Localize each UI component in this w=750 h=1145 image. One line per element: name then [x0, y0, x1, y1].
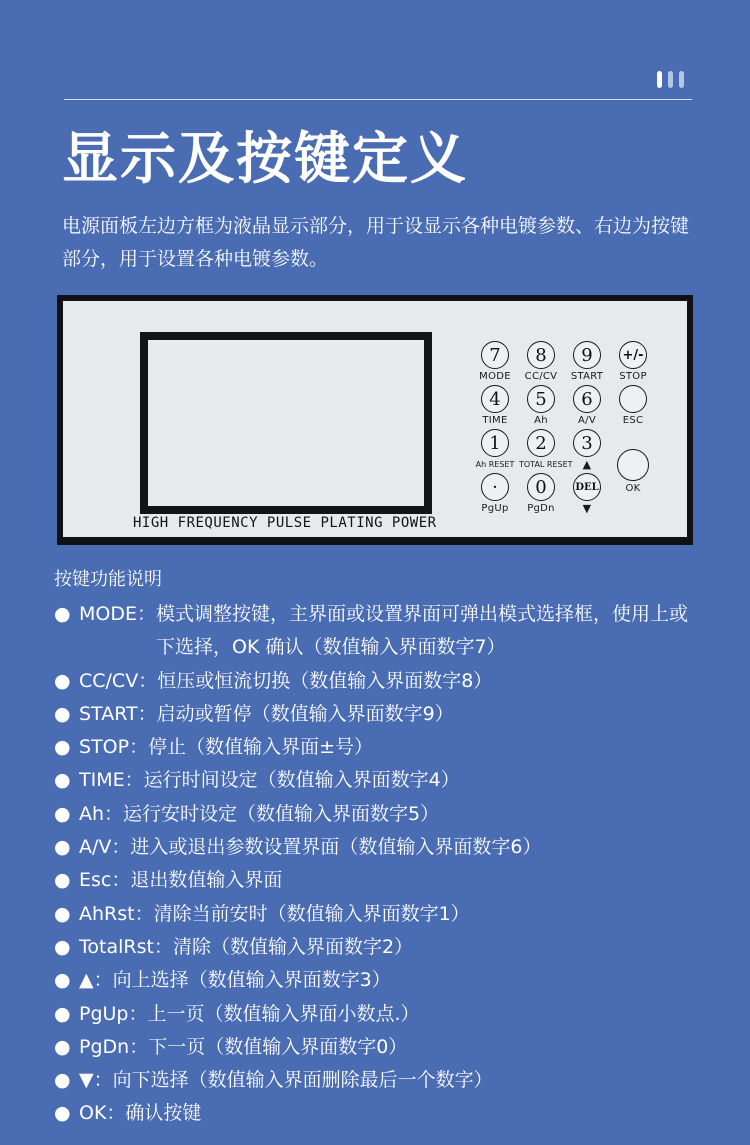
list-item — [54, 898, 704, 931]
bullet-icon: ● — [54, 736, 71, 759]
page-indicator-dot — [679, 71, 684, 88]
key-plus-minus-stop[interactable] — [611, 341, 655, 385]
page-indicator-dot — [657, 71, 662, 88]
list-item — [54, 831, 704, 864]
function-key-name: PgDn： — [79, 1035, 149, 1058]
function-description: 启动或暂停（数值输入界面数字9） — [156, 702, 454, 725]
bullet-icon: ● — [54, 1035, 71, 1058]
function-key-name: ▼： — [79, 1069, 113, 1092]
bullet-icon: ● — [54, 1102, 71, 1125]
bullet-icon: ● — [54, 702, 71, 725]
lcd-screen — [148, 340, 424, 506]
key-dot-symbol: · — [481, 473, 509, 501]
down-arrow-icon: ▼ — [582, 502, 592, 515]
function-description: 模式调整按键，主界面或设置界面可弹出模式选择框，使用上或下选择，OK 确认（数值输入界面数字7） — [155, 603, 688, 659]
intro-text: 电源面板左边方框为液晶显示部分，用于设显示各种电镀参数、右边为按键部分，用于设置各种电镀参数。 — [62, 215, 690, 270]
function-key-name: MODE： — [79, 603, 156, 625]
list-item — [54, 698, 704, 731]
function-description: 向上选择（数值输入界面数字3） — [112, 969, 391, 992]
key-5-symbol: 5 — [527, 385, 555, 413]
function-description: 向下选择（数值输入界面删除最后一个数字） — [112, 1069, 493, 1092]
key-esc[interactable] — [611, 385, 655, 429]
key-8-label: CC/CV — [524, 371, 558, 382]
key-0-label: PgDn — [527, 503, 555, 514]
list-item — [54, 731, 704, 764]
panel-face — [63, 301, 687, 537]
key-plus-minus-label: STOP — [619, 371, 647, 382]
bullet-icon: ● — [54, 935, 71, 958]
key-ok-label: OK — [625, 483, 641, 494]
bullet-icon: ● — [54, 1002, 71, 1025]
key-ok[interactable] — [611, 449, 655, 493]
key-7-label: MODE — [479, 371, 511, 382]
functions-heading: 按键功能说明 — [54, 569, 162, 590]
key-2-label: TOTAL RESET — [519, 460, 573, 469]
key-2-symbol: 2 — [527, 429, 555, 457]
function-description: 运行时间设定（数值输入界面数字4） — [143, 769, 460, 792]
key-esc-symbol — [619, 385, 647, 413]
key-5-ah[interactable] — [519, 385, 563, 429]
function-description: 进入或退出参数设置界面（数值输入界面数字6） — [130, 836, 542, 859]
function-key-name: TotalRst： — [79, 935, 173, 958]
key-1-symbol: 1 — [481, 429, 509, 457]
function-description: 退出数值输入界面 — [130, 869, 283, 892]
bullet-icon: ● — [54, 603, 71, 625]
lcd-display — [140, 332, 432, 514]
bullet-icon: ● — [54, 669, 71, 692]
function-description: 运行安时设定（数值输入界面数字5） — [123, 802, 440, 825]
bullet-icon: ● — [54, 1069, 71, 1092]
function-description: 上一页（数值输入界面小数点.） — [147, 1002, 420, 1025]
key-6-symbol: 6 — [573, 385, 601, 413]
bullet-icon: ● — [54, 802, 71, 825]
key-3-up[interactable] — [565, 429, 609, 473]
bullet-icon: ● — [54, 902, 71, 925]
function-key-name: Ah： — [79, 802, 124, 825]
bullet-icon: ● — [54, 869, 71, 892]
list-item — [54, 931, 704, 964]
bullet-icon: ● — [54, 769, 71, 792]
key-9-label: START — [570, 371, 604, 382]
keypad — [473, 341, 663, 531]
header-divider — [64, 99, 692, 100]
list-item — [54, 1097, 704, 1130]
list-item — [54, 764, 704, 797]
function-key-name: A/V： — [79, 836, 131, 859]
list-item — [54, 1064, 704, 1097]
function-key-name: ▲： — [79, 969, 113, 992]
list-item — [54, 598, 704, 665]
key-6-label: A/V — [578, 415, 596, 426]
key-7-mode[interactable] — [473, 341, 517, 385]
key-del-down[interactable] — [565, 473, 609, 517]
function-description: 清除当前安时（数值输入界面数字1） — [153, 902, 470, 925]
up-arrow-icon: ▲ — [582, 458, 592, 471]
function-key-name: CC/CV： — [79, 669, 158, 692]
key-dot-label: PgUp — [481, 503, 509, 514]
function-description: 恒压或恒流切换（数值输入界面数字8） — [157, 669, 493, 692]
bullet-icon: ● — [54, 836, 71, 859]
list-item — [54, 798, 704, 831]
function-key-name: PgUp： — [79, 1002, 148, 1025]
list-item — [54, 998, 704, 1031]
key-0-symbol: 0 — [527, 473, 555, 501]
page-indicator — [657, 71, 684, 88]
key-2-total-reset[interactable] — [519, 429, 573, 473]
key-0-pgdn[interactable] — [519, 473, 563, 517]
key-4-symbol: 4 — [481, 385, 509, 413]
page-indicator-dot — [668, 71, 673, 88]
key-9-symbol: 9 — [573, 341, 601, 369]
key-8-cccv[interactable] — [519, 341, 563, 385]
key-1-ah-reset[interactable] — [473, 429, 517, 473]
list-item — [54, 1031, 704, 1064]
key-1-label: Ah RESET — [475, 460, 515, 469]
control-panel-photo — [57, 295, 693, 545]
list-item — [54, 964, 704, 997]
function-key-name: AhRst： — [79, 902, 154, 925]
key-4-time[interactable] — [473, 385, 517, 429]
function-key-name: Esc： — [79, 869, 131, 892]
key-esc-label: ESC — [622, 415, 644, 426]
function-key-name: TIME： — [79, 769, 144, 792]
function-key-name: STOP： — [79, 736, 149, 759]
bullet-icon: ● — [54, 969, 71, 992]
key-del-symbol: DEL — [573, 473, 601, 501]
list-item — [54, 864, 704, 897]
list-item — [54, 665, 704, 698]
key-5-label: Ah — [534, 415, 548, 426]
function-key-name: START： — [79, 702, 157, 725]
key-3-symbol: 3 — [573, 429, 601, 457]
function-description: 下一页（数值输入界面数字0） — [148, 1035, 408, 1058]
key-9-start[interactable] — [565, 341, 609, 385]
key-8-symbol: 8 — [527, 341, 555, 369]
key-7-symbol: 7 — [481, 341, 509, 369]
key-4-label: TIME — [482, 415, 508, 426]
function-key-name: OK： — [79, 1102, 126, 1125]
panel-caption: HIGH FREQUENCY PULSE PLATING POWER — [133, 515, 437, 531]
key-6-av[interactable] — [565, 385, 609, 429]
page-title: 显示及按键定义 — [62, 127, 468, 192]
key-plus-minus-symbol: +/- — [619, 341, 647, 369]
function-description: 停止（数值输入界面±号） — [148, 736, 374, 759]
function-description: 清除（数值输入界面数字2） — [172, 935, 414, 958]
key-dot-pgup[interactable] — [473, 473, 517, 517]
key-ok-symbol — [617, 449, 649, 481]
function-description: 确认按键 — [125, 1102, 202, 1125]
key-function-list — [54, 598, 704, 1131]
